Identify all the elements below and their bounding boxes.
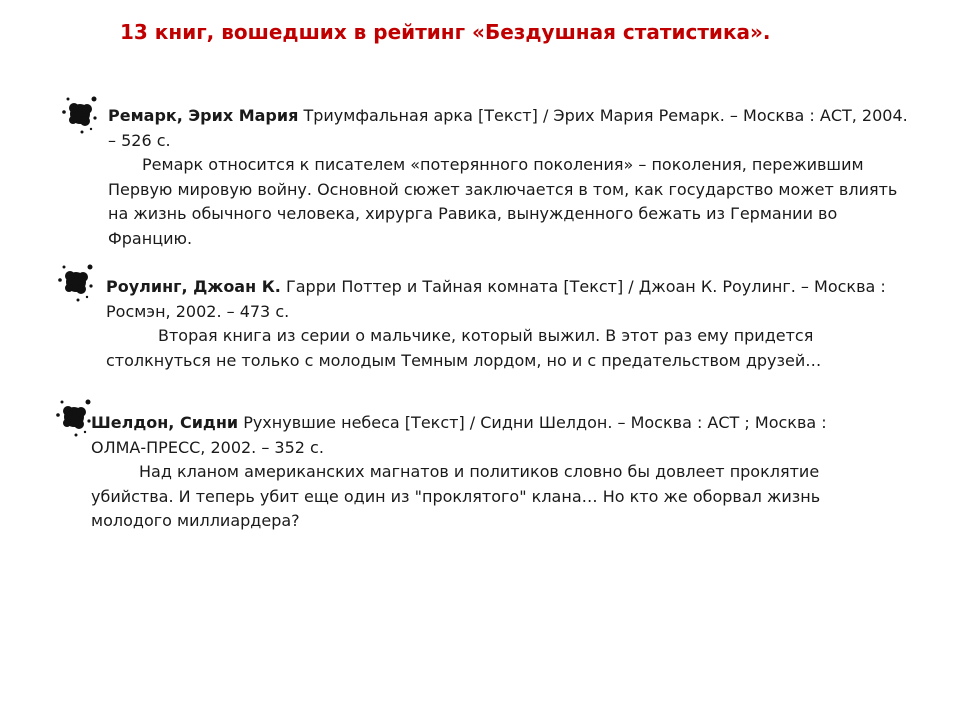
author-name: Роулинг, Джоан К. — [106, 277, 281, 296]
book-entry — [91, 411, 881, 534]
author-name: Шелдон, Сидни — [91, 413, 239, 432]
bibliographic-record — [108, 104, 908, 153]
book-description: Триумфальная арка [Текст] / Эрих Мария Ремарк. – Москва : АСТ, 2004. – 526 с. — [108, 106, 908, 150]
ink-blot-icon — [54, 258, 100, 304]
book-annotation: Ремарк относится к писателем «потерянного поколения» – поколения, пережившим Первую мировую войну. Основной сюжет заключается в том, как государство может влиять на жизнь обычного человека, хирурга Равика, вынужденного бежать из Германии во Францию. — [108, 155, 898, 248]
slide-title: 13 книг, вошедших в рейтинг «Бездушная статистика». — [120, 20, 771, 44]
book-annotation: Вторая книга из серии о мальчике, который выжил. В этот раз ему придется столкнуться не только с молодым Темным лордом, но и с предательством друзей… — [106, 326, 822, 370]
ink-blot-icon — [58, 90, 104, 136]
book-annotation: Над кланом американских магнатов и политиков словно бы довлеет проклятие убийства. И теперь убит еще один из "проклятого" клана… Но кто же оборвал жизнь молодого миллиардера? — [91, 462, 821, 530]
book-entry — [108, 104, 908, 251]
bibliographic-record — [106, 275, 906, 324]
bibliographic-record — [91, 411, 881, 460]
book-description: Рухнувшие небеса [Текст] / Сидни Шелдон. – Москва : АСТ ; Москва : ОЛМА-ПРЕСС, 2002. – 352 с. — [91, 413, 827, 457]
book-entry — [106, 275, 906, 373]
author-name: Ремарк, Эрих Мария — [108, 106, 299, 125]
book-description: Гарри Поттер и Тайная комната [Текст] / Джоан К. Роулинг. – Москва : Росмэн, 2002. – 473 с. — [106, 277, 886, 321]
